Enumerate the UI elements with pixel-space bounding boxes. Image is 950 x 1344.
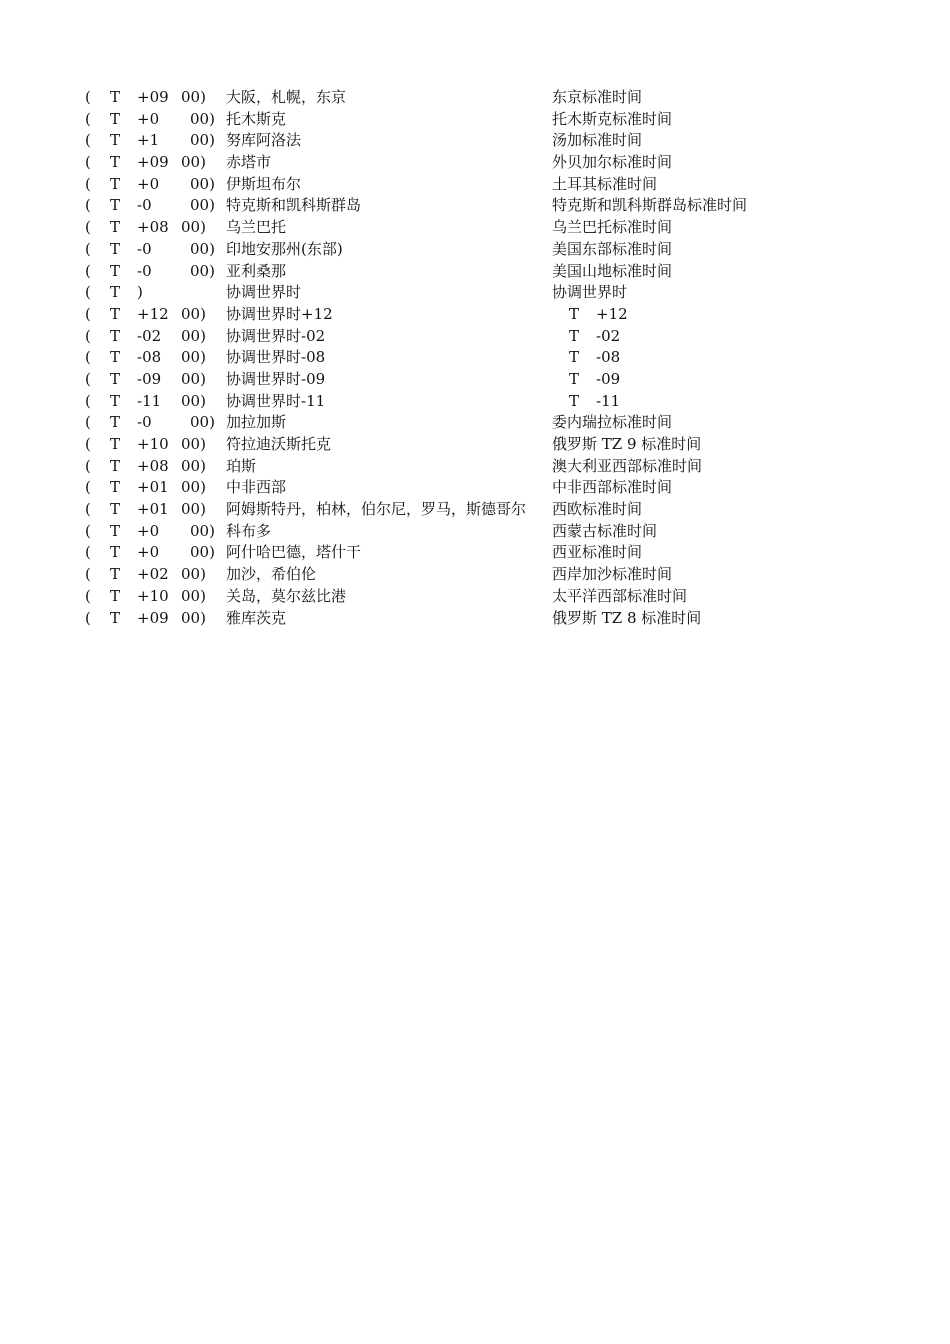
utc-letter: T xyxy=(110,283,121,302)
utc-letter: T xyxy=(110,543,121,562)
standard-name: 特克斯和凯科斯群岛标准时间 xyxy=(552,196,748,215)
utc-letter: T xyxy=(110,131,121,150)
zone-display-name: 珀斯 xyxy=(226,456,257,475)
timezone-row xyxy=(0,304,950,326)
utc-letter: T xyxy=(110,348,121,367)
utc-minutes: 00) xyxy=(190,543,215,562)
timezone-row xyxy=(0,477,950,499)
standard-name: 俄罗斯 TZ 8 标准时间 xyxy=(552,608,702,627)
standard-name xyxy=(569,391,620,413)
utc-minutes: 00) xyxy=(181,326,206,345)
utc-minutes: 00) xyxy=(181,88,206,106)
utc-letter: T xyxy=(110,391,121,410)
utc-letter: T xyxy=(110,521,121,540)
utc-minutes: 00) xyxy=(181,218,206,237)
timezone-row xyxy=(0,87,950,109)
utc-offset: -08 xyxy=(137,348,162,367)
timezone-row xyxy=(0,521,950,543)
open-paren: ( xyxy=(85,500,91,519)
utc-offset: +0 xyxy=(137,521,160,540)
utc-offset: +10 xyxy=(137,435,169,453)
standard-name: 西蒙古标准时间 xyxy=(552,521,658,540)
open-paren: ( xyxy=(85,88,91,106)
utc-offset: -0 xyxy=(137,413,152,432)
standard-name: 托木斯克标准时间 xyxy=(552,109,673,128)
open-paren: ( xyxy=(85,608,91,627)
open-paren: ( xyxy=(85,413,91,432)
utc-offset: -0 xyxy=(137,239,152,258)
standard-name xyxy=(569,326,620,348)
open-paren: ( xyxy=(85,131,91,150)
zone-display-name: 加沙，希伯伦 xyxy=(226,565,317,584)
timezone-row xyxy=(0,347,950,369)
zone-display-name: 协调世界时+12 xyxy=(226,304,333,323)
utc-offset: +01 xyxy=(137,500,169,519)
timezone-sheet xyxy=(0,87,950,629)
open-paren: ( xyxy=(85,391,91,410)
open-paren: ( xyxy=(85,369,91,388)
utc-minutes: 00) xyxy=(181,586,206,605)
utc-letter: T xyxy=(110,218,121,237)
standard-utc-letter: T xyxy=(569,369,580,388)
utc-offset: -11 xyxy=(137,391,162,410)
zone-display-name: 协调世界时-09 xyxy=(226,369,326,388)
utc-offset: +09 xyxy=(137,608,169,627)
timezone-row xyxy=(0,434,950,456)
zone-display-name: 阿姆斯特丹，柏林，伯尔尼，罗马，斯德哥尔 xyxy=(226,500,527,519)
zone-display-name: 特克斯和凯科斯群岛 xyxy=(226,196,362,215)
timezone-row xyxy=(0,564,950,586)
timezone-row xyxy=(0,109,950,131)
standard-utc-offset: -02 xyxy=(596,326,621,345)
open-paren: ( xyxy=(85,521,91,540)
utc-offset: +02 xyxy=(137,565,169,584)
utc-letter: T xyxy=(110,478,121,497)
zone-display-name: 印地安那州(东部) xyxy=(226,239,343,258)
standard-utc-offset: -11 xyxy=(596,391,621,410)
open-paren: ( xyxy=(85,435,91,453)
utc-minutes: 00) xyxy=(181,456,206,475)
standard-name: 中非西部标准时间 xyxy=(552,478,673,497)
timezone-row xyxy=(0,412,950,434)
zone-display-name: 中非西部 xyxy=(226,478,287,497)
utc-offset: +1 xyxy=(137,131,160,150)
zone-display-name: 协调世界时 xyxy=(226,283,302,302)
standard-name: 西欧标准时间 xyxy=(552,500,643,519)
utc-letter: T xyxy=(110,109,121,128)
utc-letter: T xyxy=(110,500,121,519)
utc-minutes: 00) xyxy=(190,413,215,432)
timezone-row xyxy=(0,456,950,478)
utc-minutes: 00) xyxy=(181,478,206,497)
utc-offset: +09 xyxy=(137,153,169,172)
open-paren: ( xyxy=(85,153,91,172)
zone-display-name: 协调世界时-11 xyxy=(226,391,326,410)
utc-offset: +0 xyxy=(137,174,160,193)
zone-display-name: 阿什哈巴德，塔什干 xyxy=(226,543,362,562)
timezone-row xyxy=(0,239,950,261)
open-paren: ( xyxy=(85,218,91,237)
utc-minutes: 00) xyxy=(181,608,206,627)
standard-name: 澳大利亚西部标准时间 xyxy=(552,456,703,475)
open-paren: ( xyxy=(85,196,91,215)
zone-display-name: 雅库茨克 xyxy=(226,608,287,627)
utc-minutes: 00) xyxy=(181,153,206,172)
zone-display-name: 努库阿洛法 xyxy=(226,131,302,150)
zone-display-name: 关岛，莫尔兹比港 xyxy=(226,586,347,605)
zone-display-name: 协调世界时-02 xyxy=(226,326,326,345)
zone-display-name: 乌兰巴托 xyxy=(226,218,287,237)
utc-offset: +08 xyxy=(137,218,169,237)
standard-name xyxy=(569,347,620,369)
utc-offset: +09 xyxy=(137,88,169,106)
utc-offset: +12 xyxy=(137,304,169,323)
open-paren: ( xyxy=(85,456,91,475)
timezone-row xyxy=(0,326,950,348)
timezone-row xyxy=(0,217,950,239)
utc-offset: +10 xyxy=(137,586,169,605)
utc-minutes: 00) xyxy=(190,131,215,150)
zone-display-name: 符拉迪沃斯托克 xyxy=(226,435,332,453)
timezone-row xyxy=(0,608,950,630)
standard-utc-offset: -09 xyxy=(596,369,621,388)
utc-offset: +01 xyxy=(137,478,169,497)
zone-display-name: 赤塔市 xyxy=(226,153,272,172)
zone-display-name: 加拉加斯 xyxy=(226,413,287,432)
utc-offset: +0 xyxy=(137,109,160,128)
utc-minutes: 00) xyxy=(181,565,206,584)
timezone-row xyxy=(0,542,950,564)
utc-offset: -0 xyxy=(137,261,152,280)
utc-letter: T xyxy=(110,196,121,215)
open-paren: ( xyxy=(85,586,91,605)
utc-offset: -09 xyxy=(137,369,162,388)
utc-minutes: 00) xyxy=(181,369,206,388)
standard-name: 美国山地标准时间 xyxy=(552,261,673,280)
timezone-row xyxy=(0,152,950,174)
standard-utc-offset: +12 xyxy=(596,304,628,323)
standard-name: 东京标准时间 xyxy=(552,88,643,106)
standard-name: 俄罗斯 TZ 9 标准时间 xyxy=(552,435,702,453)
standard-utc-letter: T xyxy=(569,326,580,345)
standard-name: 委内瑞拉标准时间 xyxy=(552,413,673,432)
utc-letter: T xyxy=(110,261,121,280)
open-paren: ( xyxy=(85,326,91,345)
zone-display-name: 伊斯坦布尔 xyxy=(226,174,302,193)
open-paren: ( xyxy=(85,543,91,562)
utc-letter: T xyxy=(110,153,121,172)
utc-minutes: 00) xyxy=(190,521,215,540)
utc-minutes: 00) xyxy=(190,109,215,128)
standard-utc-letter: T xyxy=(569,391,580,410)
utc-minutes: 00) xyxy=(190,174,215,193)
utc-minutes: 00) xyxy=(181,500,206,519)
standard-utc-offset: -08 xyxy=(596,348,621,367)
standard-name: 太平洋西部标准时间 xyxy=(552,586,688,605)
open-paren: ( xyxy=(85,261,91,280)
utc-letter: T xyxy=(110,565,121,584)
timezone-row xyxy=(0,130,950,152)
zone-display-name: 协调世界时-08 xyxy=(226,348,326,367)
utc-minutes: 00) xyxy=(190,261,215,280)
timezone-row xyxy=(0,195,950,217)
open-paren: ( xyxy=(85,348,91,367)
standard-name: 西亚标准时间 xyxy=(552,543,643,562)
utc-minutes: 00) xyxy=(181,348,206,367)
utc-offset: ) xyxy=(137,283,143,302)
zone-display-name: 亚利桑那 xyxy=(226,261,287,280)
utc-letter: T xyxy=(110,369,121,388)
utc-letter: T xyxy=(110,239,121,258)
standard-name: 美国东部标准时间 xyxy=(552,239,673,258)
timezone-row xyxy=(0,282,950,304)
standard-utc-letter: T xyxy=(569,348,580,367)
timezone-row xyxy=(0,499,950,521)
timezone-row xyxy=(0,586,950,608)
open-paren: ( xyxy=(85,478,91,497)
zone-display-name: 科布多 xyxy=(226,521,272,540)
standard-name: 西岸加沙标准时间 xyxy=(552,565,673,584)
utc-offset: +0 xyxy=(137,543,160,562)
standard-name: 协调世界时 xyxy=(552,283,628,302)
utc-minutes: 00) xyxy=(181,391,206,410)
utc-minutes: 00) xyxy=(181,304,206,323)
utc-letter: T xyxy=(110,608,121,627)
open-paren: ( xyxy=(85,283,91,302)
utc-minutes: 00) xyxy=(181,435,206,453)
standard-name: 外贝加尔标准时间 xyxy=(552,153,673,172)
utc-letter: T xyxy=(110,456,121,475)
utc-letter: T xyxy=(110,174,121,193)
standard-name: 土耳其标准时间 xyxy=(552,174,658,193)
open-paren: ( xyxy=(85,304,91,323)
utc-letter: T xyxy=(110,586,121,605)
utc-letter: T xyxy=(110,413,121,432)
open-paren: ( xyxy=(85,565,91,584)
utc-letter: T xyxy=(110,304,121,323)
utc-offset: +08 xyxy=(137,456,169,475)
open-paren: ( xyxy=(85,109,91,128)
zone-display-name: 大阪，札幌，东京 xyxy=(226,88,347,106)
utc-letter: T xyxy=(110,326,121,345)
utc-letter: T xyxy=(110,435,121,453)
standard-name xyxy=(569,369,620,391)
timezone-row xyxy=(0,174,950,196)
standard-name xyxy=(569,304,628,326)
utc-offset: -02 xyxy=(137,326,162,345)
open-paren: ( xyxy=(85,174,91,193)
timezone-row xyxy=(0,391,950,413)
timezone-row xyxy=(0,261,950,283)
standard-utc-letter: T xyxy=(569,304,580,323)
utc-offset: -0 xyxy=(137,196,152,215)
utc-minutes: 00) xyxy=(190,239,215,258)
standard-name: 乌兰巴托标准时间 xyxy=(552,218,673,237)
utc-minutes: 00) xyxy=(190,196,215,215)
standard-name: 汤加标准时间 xyxy=(552,131,643,150)
zone-display-name: 托木斯克 xyxy=(226,109,287,128)
open-paren: ( xyxy=(85,239,91,258)
utc-letter: T xyxy=(110,88,121,106)
timezone-row xyxy=(0,369,950,391)
